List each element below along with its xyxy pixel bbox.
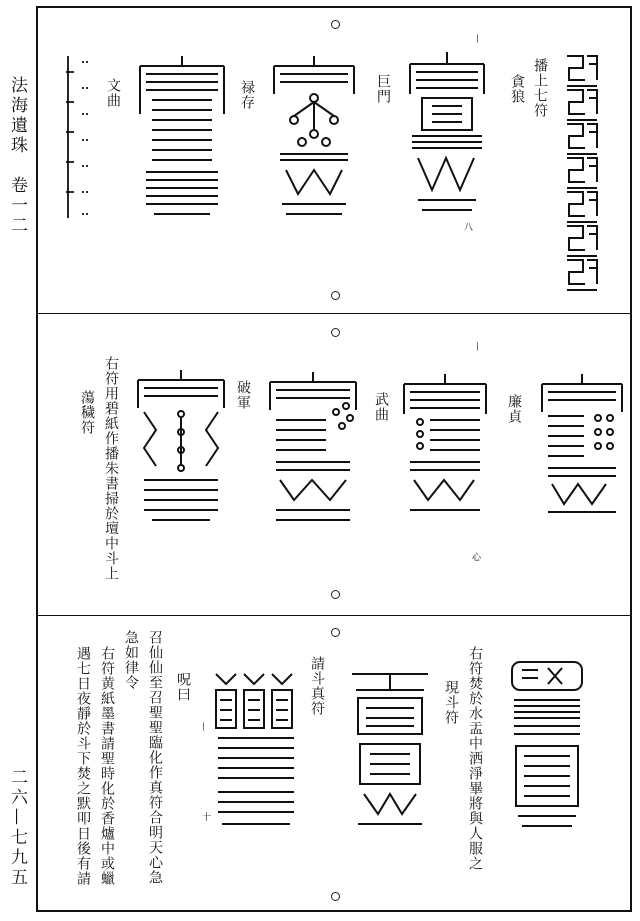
label-wu-qu: 武曲 xyxy=(373,392,389,422)
talisman-xian-dou xyxy=(508,656,586,836)
heading-text: 播上七符 xyxy=(532,58,548,118)
marginal-mark: 八 xyxy=(462,222,472,232)
talisman-zhou xyxy=(208,668,304,838)
instruction-text: 右符用碧紙作播朱書掃於壇中斗上 xyxy=(103,356,119,581)
talisman-qing-dou xyxy=(344,664,436,834)
talisman-title: 請斗真符 xyxy=(309,656,325,716)
talisman-wen-qu xyxy=(62,52,94,222)
talisman-tan-lang xyxy=(402,50,492,220)
label-lu-cun: 禄存 xyxy=(239,80,255,110)
talisman-dang-hui xyxy=(134,368,228,528)
spell-text: 召仙仙至召聖聖臨化作真符合明天心急 xyxy=(147,630,163,885)
label-ju-men: 巨門 xyxy=(375,74,391,104)
marginal-mark: 十 xyxy=(200,812,210,822)
panel-top xyxy=(38,8,630,314)
marginal-mark: — xyxy=(472,342,482,352)
label-po-jun: 破軍 xyxy=(235,380,251,410)
spell-intro: 呪曰 xyxy=(175,672,191,702)
running-title: 法海遺珠 卷一二 xyxy=(7,76,27,236)
talisman-ju-men xyxy=(268,54,360,224)
talisman-title: 蕩穢符 xyxy=(79,390,95,435)
panel-middle xyxy=(38,314,630,616)
seal-script-column xyxy=(563,52,601,297)
page-number: 二六—七九五 xyxy=(7,768,27,888)
instruction-text: 右符黄紙墨書請聖時化於香爐中或蠟 xyxy=(99,646,115,886)
marginal-mark: — xyxy=(198,722,208,732)
binding-hole xyxy=(331,328,340,337)
talisman-po-jun xyxy=(266,370,360,530)
talisman-lu-cun xyxy=(134,54,230,222)
binding-hole xyxy=(331,628,340,637)
instruction-text: 遇七日夜靜於斗下焚之默叩日後有請 xyxy=(75,646,91,886)
binding-hole xyxy=(331,590,340,599)
talisman-title: 現斗符 xyxy=(443,680,459,725)
marginal-mark: — xyxy=(472,34,482,44)
page-frame xyxy=(36,6,632,912)
instruction-text: 右符焚於水盂中洒淨畢將與人服之 xyxy=(467,646,483,871)
talisman-lian-zhen xyxy=(538,372,626,522)
talisman-wu-qu xyxy=(400,372,490,522)
label-wen-qu: 文曲 xyxy=(105,78,121,108)
panel-bottom xyxy=(38,616,630,910)
binding-hole xyxy=(331,291,340,300)
binding-hole xyxy=(331,20,340,29)
marginal-mark: 心 xyxy=(470,552,480,562)
spell-text: 急如律令 xyxy=(123,630,139,690)
label-lian-zhen: 廉貞 xyxy=(506,394,522,424)
label-tan-lang: 貪狼 xyxy=(509,74,525,104)
binding-hole xyxy=(331,892,340,901)
